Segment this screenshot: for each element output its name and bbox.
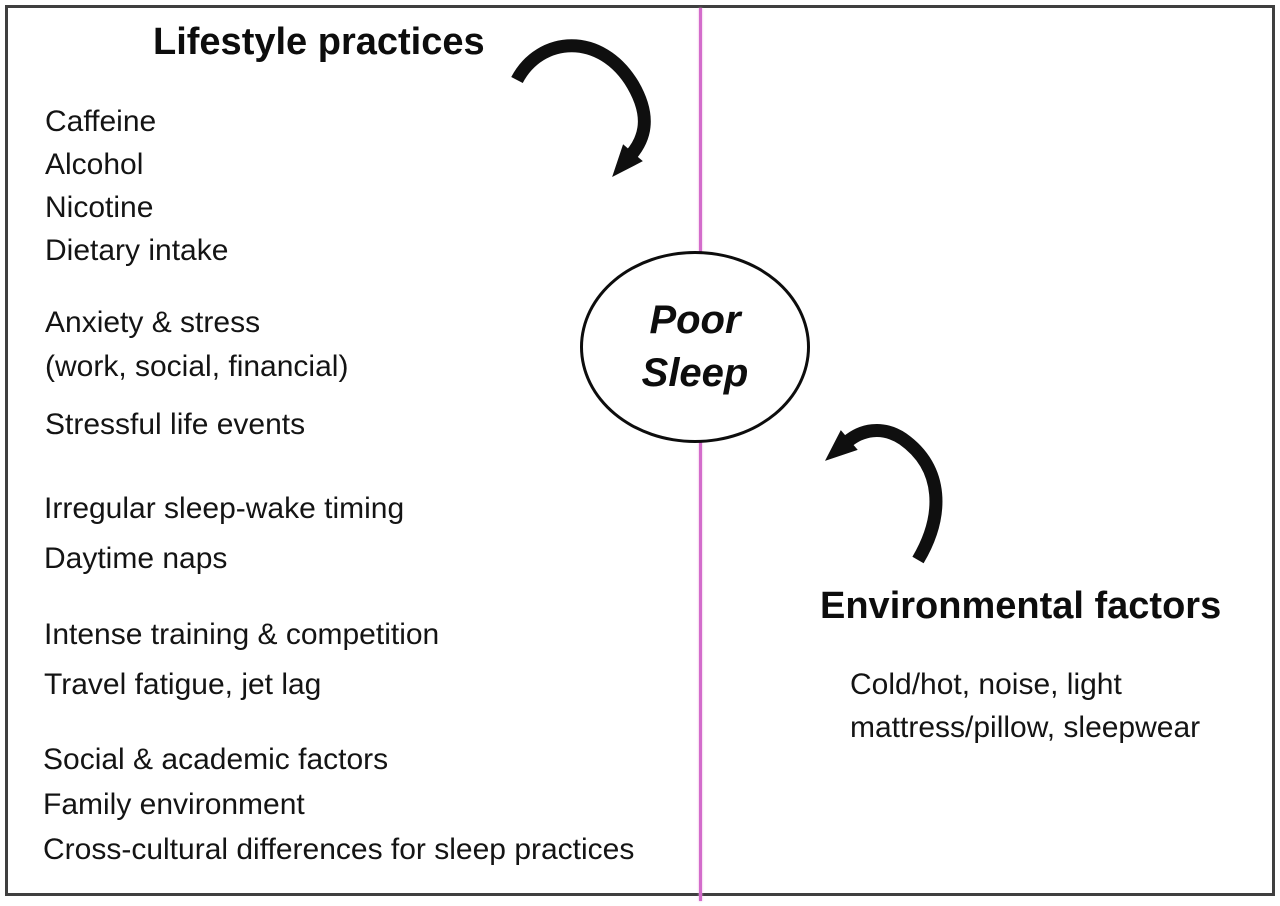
list-line: Stressful life events <box>45 408 306 441</box>
divider-line <box>699 8 702 901</box>
poor-sleep-label-line2: Sleep <box>641 351 749 395</box>
list-line: Travel fatigue, jet lag <box>44 668 322 701</box>
list-line: Cross-cultural differences for sleep practices <box>43 833 635 866</box>
list-line: Alcohol <box>45 148 144 181</box>
list-line: Dietary intake <box>45 234 229 267</box>
lifestyle-group-life-events <box>45 403 305 446</box>
list-line: Cold/hot, noise, light <box>850 668 1122 701</box>
list-line: mattress/pillow, sleepwear <box>850 711 1201 744</box>
lifestyle-group-substances <box>45 100 228 272</box>
lifestyle-group-sleep-timing <box>44 484 404 584</box>
list-line: Intense training & competition <box>44 618 440 651</box>
list-line: Anxiety & stress <box>45 306 261 339</box>
environmental-group-conditions <box>850 663 1200 749</box>
list-line: Daytime naps <box>44 542 228 575</box>
poor-sleep-node <box>580 251 810 443</box>
lifestyle-group-social-cultural <box>43 737 634 872</box>
list-line: Nicotine <box>45 191 154 224</box>
poor-sleep-label-line1: Poor <box>649 298 741 342</box>
lifestyle-group-training-travel <box>44 610 439 710</box>
list-line: Social & academic factors <box>43 743 389 776</box>
list-line: (work, social, financial) <box>45 350 349 383</box>
environmental-factors-heading: Environmental factors <box>820 585 1222 627</box>
lifestyle-group-anxiety-stress <box>45 301 348 389</box>
lifestyle-practices-heading: Lifestyle practices <box>153 21 485 63</box>
list-line: Caffeine <box>45 105 157 138</box>
list-line: Irregular sleep-wake timing <box>44 492 405 525</box>
list-line: Family environment <box>43 788 305 821</box>
